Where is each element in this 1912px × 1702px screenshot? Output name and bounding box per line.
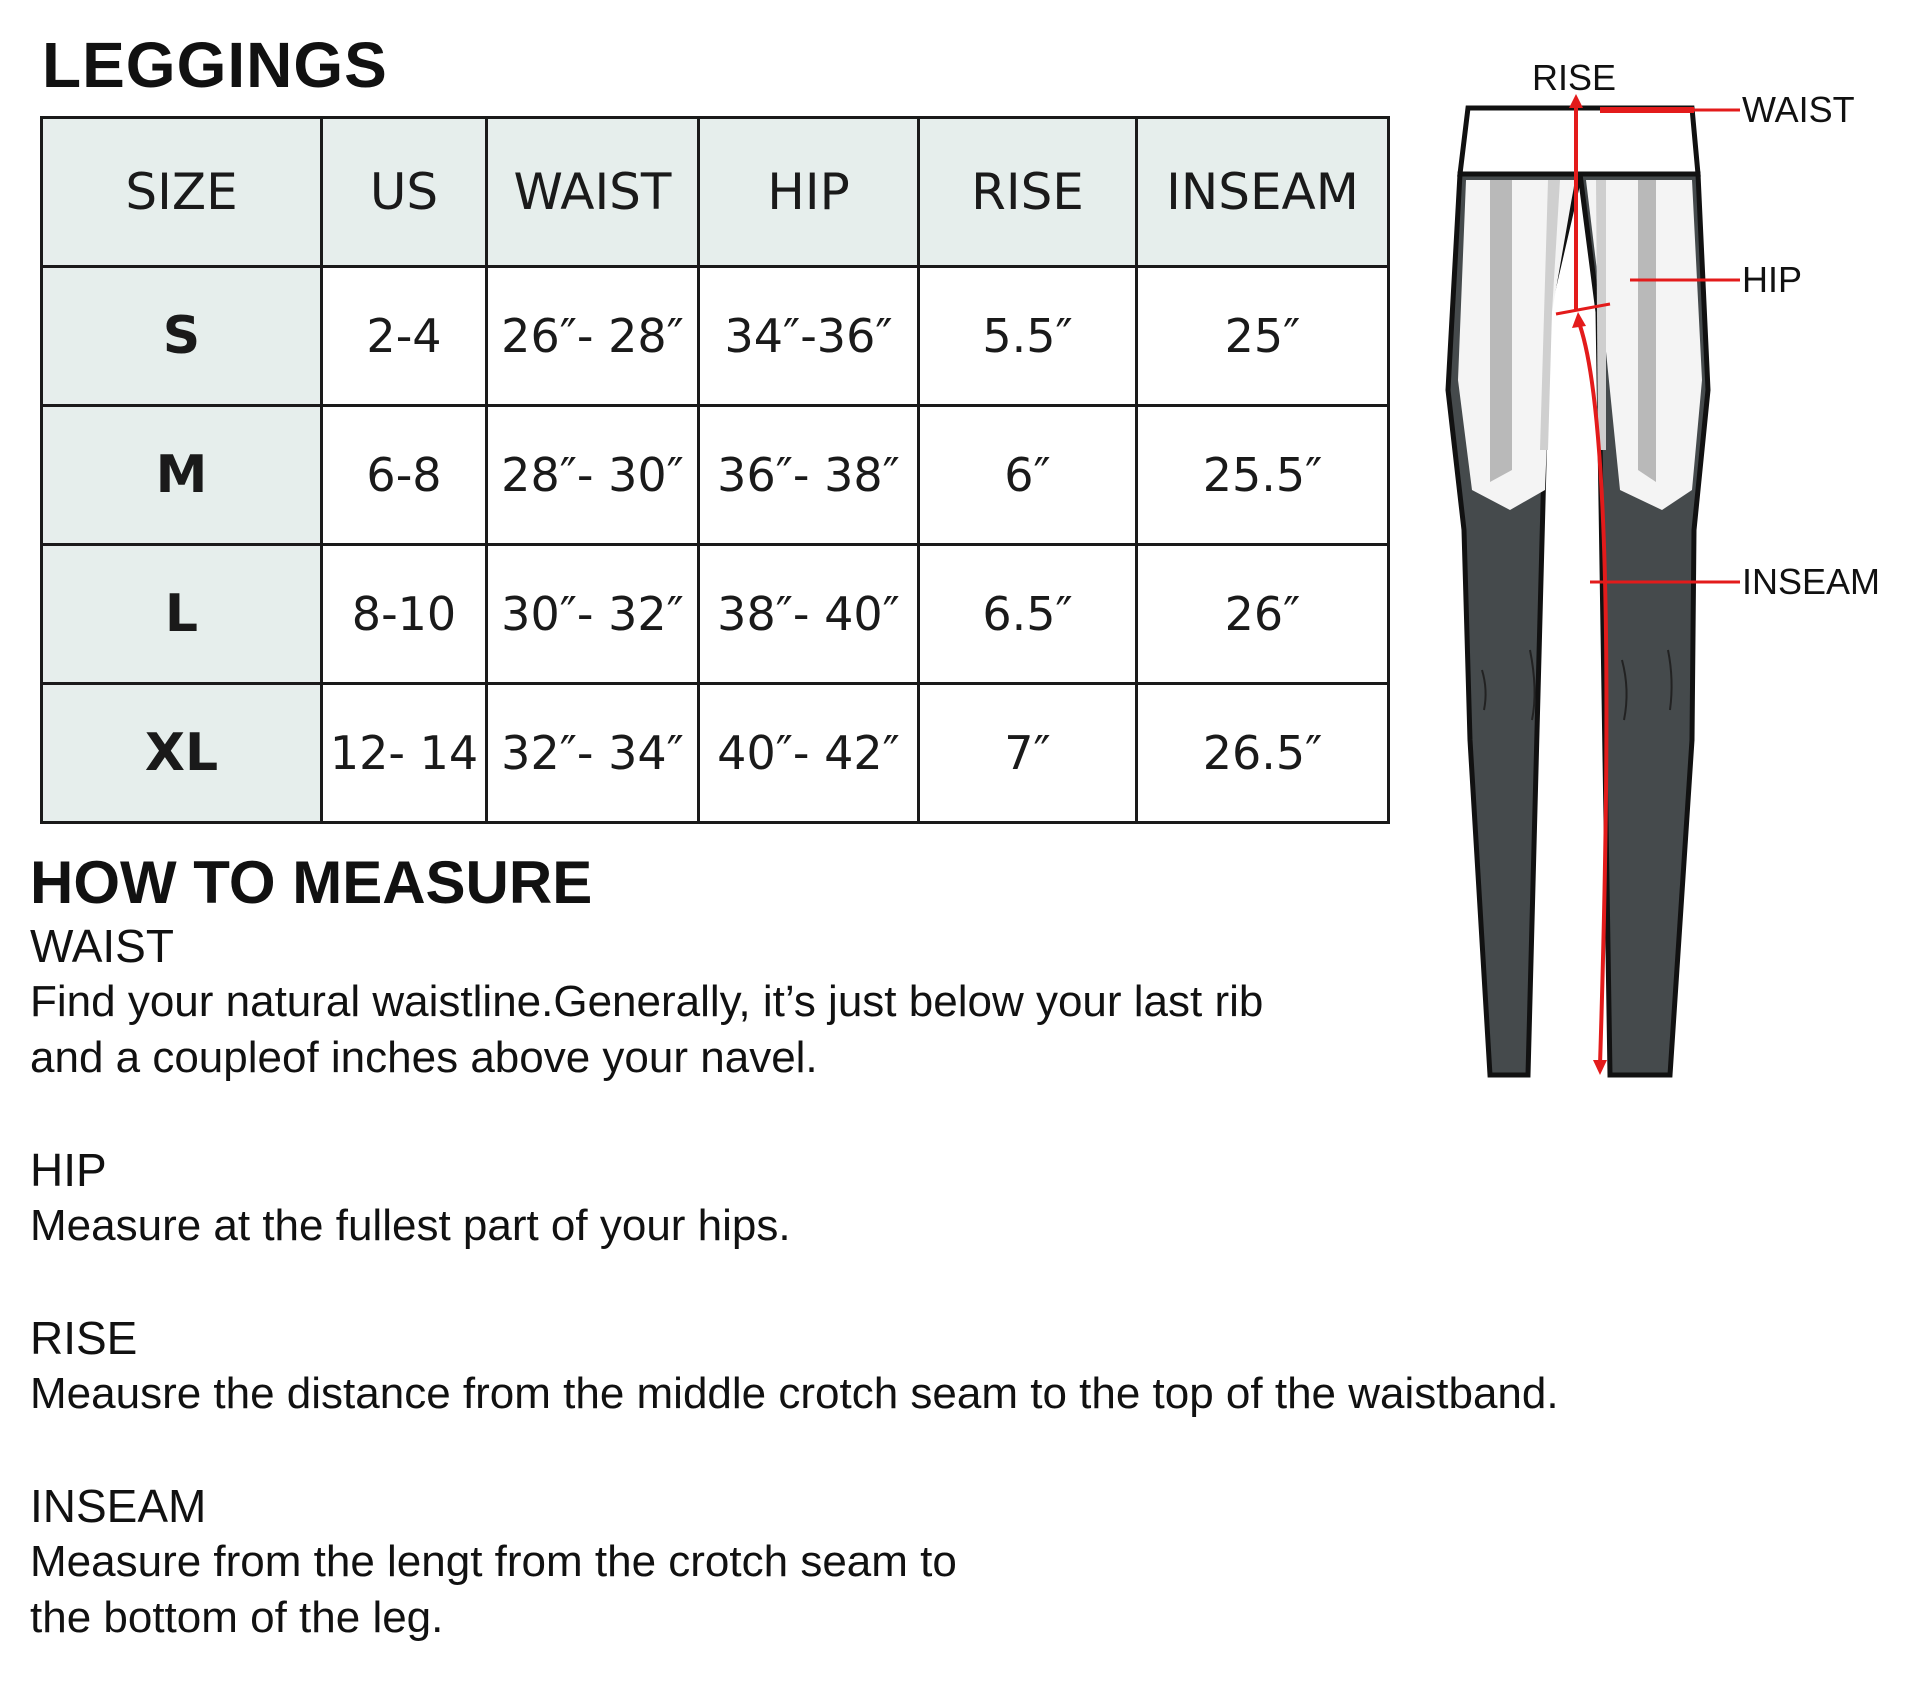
hip-cell: 38″- 40″ — [699, 545, 919, 684]
hip-cell: 36″- 38″ — [699, 406, 919, 545]
us-cell: 2-4 — [322, 267, 487, 406]
waist-label: WAIST — [1742, 89, 1855, 130]
rise-instruction — [30, 1310, 1730, 1422]
rise-cell: 5.5″ — [919, 267, 1137, 406]
instruction-label: WAIST — [30, 920, 174, 972]
header-waist: WAIST — [487, 118, 699, 267]
how-to-measure-heading: HOW TO MEASURE — [30, 849, 593, 916]
header-inseam: INSEAM — [1137, 118, 1389, 267]
size-cell: L — [42, 545, 322, 684]
rise-cell: 7″ — [919, 684, 1137, 823]
waist-cell: 30″- 32″ — [487, 545, 699, 684]
us-cell: 6-8 — [322, 406, 487, 545]
inseam-label: INSEAM — [1742, 561, 1881, 602]
rise-label: RISE — [1532, 57, 1617, 98]
header-size: SIZE — [42, 118, 322, 267]
table-row — [42, 406, 1389, 545]
inseam-cell: 26.5″ — [1137, 684, 1389, 823]
inseam-cell: 25″ — [1137, 267, 1389, 406]
hip-instruction — [30, 1142, 1730, 1254]
waist-cell: 32″- 34″ — [487, 684, 699, 823]
rise-cell: 6.5″ — [919, 545, 1137, 684]
instruction-text: Find your natural waistline.Generally, it’s just below your last rib — [30, 977, 1264, 1026]
instruction-label: RISE — [30, 1312, 138, 1364]
page-title: LEGGINGS — [42, 29, 388, 101]
instruction-text: the bottom of the leg. — [30, 1593, 444, 1642]
instruction-label: INSEAM — [30, 1480, 207, 1532]
hip-cell: 40″- 42″ — [699, 684, 919, 823]
us-cell: 12- 14 — [322, 684, 487, 823]
waist-instruction — [30, 918, 1730, 1086]
size-cell: S — [42, 267, 322, 406]
instruction-label: HIP — [30, 1144, 107, 1196]
hip-label: HIP — [1742, 259, 1803, 300]
instruction-text: Measure at the fullest part of your hips. — [30, 1201, 791, 1250]
header-rise: RISE — [919, 118, 1137, 267]
size-chart-table — [40, 116, 1390, 824]
instruction-text: Meausre the distance from the middle crotch seam to the top of the waistband. — [30, 1369, 1559, 1418]
table-row — [42, 684, 1389, 823]
waist-cell: 28″- 30″ — [487, 406, 699, 545]
table-header-row — [42, 118, 1389, 267]
us-cell: 8-10 — [322, 545, 487, 684]
table-row — [42, 545, 1389, 684]
header-hip: HIP — [699, 118, 919, 267]
header-us: US — [322, 118, 487, 267]
hip-cell: 34″-36″ — [699, 267, 919, 406]
measure-instructions — [30, 918, 1730, 1702]
table-row — [42, 267, 1389, 406]
inseam-instruction — [30, 1478, 1730, 1646]
instruction-text: and a coupleof inches above your navel. — [30, 1033, 818, 1082]
instruction-text: Measure from the lengt from the crotch seam to — [30, 1537, 957, 1586]
size-cell: XL — [42, 684, 322, 823]
waist-cell: 26″- 28″ — [487, 267, 699, 406]
inseam-cell: 26″ — [1137, 545, 1389, 684]
inseam-cell: 25.5″ — [1137, 406, 1389, 545]
size-cell: M — [42, 406, 322, 545]
rise-cell: 6″ — [919, 406, 1137, 545]
